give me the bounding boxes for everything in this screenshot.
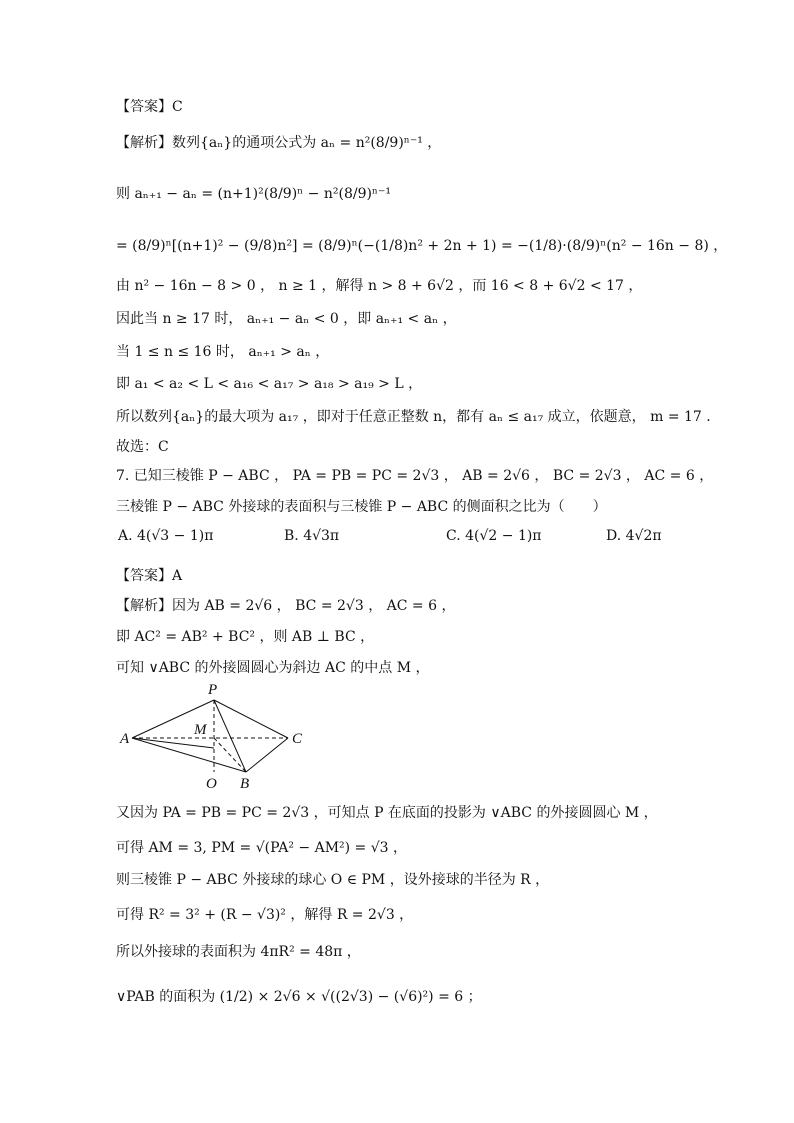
option-d: D. 4√2π bbox=[606, 528, 662, 544]
solution-step-1-text: 因为 AB = 2√6 ， BC = 2√3 ， AC = 6 ， bbox=[172, 598, 456, 614]
label-a: A bbox=[120, 731, 130, 747]
condition-decreasing: 因此当 n ≥ 17 时， aₙ₊₁ − aₙ < 0 ，即 aₙ₊₁ < aₙ ， bbox=[116, 311, 457, 327]
option-c: C. 4(√2 − 1)π bbox=[446, 528, 542, 544]
label-p: P bbox=[208, 682, 218, 698]
edge-pb bbox=[214, 700, 246, 772]
difference-step-2: = (8/9)ⁿ[(n+1)² − (9/8)n²] = (8/9)ⁿ(−(1/8)n² + 2n + 1) = −(1/8)·(8/9)ⁿ(n² − 16n − 8) ， bbox=[116, 238, 728, 254]
tetrahedron-figure bbox=[118, 680, 318, 792]
solution-step-1 bbox=[116, 596, 455, 616]
solution-step-5: 可得 AM = 3, PM = √(PA² − AM²) = √3 ， bbox=[116, 840, 408, 856]
question-7-ask: 三棱锥 P − ABC 外接球的表面积与三棱锥 P − ABC 的侧面积之比为（ ） bbox=[116, 499, 607, 515]
difference-step-1: 则 aₙ₊₁ − aₙ = (n+1)²(8/9)ⁿ − n²(8/9)ⁿ⁻¹ bbox=[116, 186, 391, 202]
solve-inequality: 由 n² − 16n − 8 > 0 ， n ≥ 1 ，解得 n > 8 + 6√2 ，而 16 < 8 + 6√2 < 17 ， bbox=[116, 278, 643, 294]
segment-ao bbox=[132, 738, 214, 748]
solution-step-9: ∨PAB 的面积为 (1/2) × 2√6 × √((2√3) − (√6)²) = 6 ； bbox=[116, 989, 482, 1005]
choice-conclusion-1: 故选：C bbox=[116, 439, 169, 455]
question-7-stem: 7. 已知三棱锥 P − ABC ， PA = PB = PC = 2√3 ， AB = 2√6 ， BC = 2√3 ， AC = 6 ， bbox=[116, 468, 714, 484]
label-b: B bbox=[240, 776, 250, 792]
analysis-label-2: 【解析】 bbox=[116, 598, 172, 614]
analysis-definition bbox=[116, 133, 441, 153]
solution-step-4: 又因为 PA = PB = PC = 2√3 ，可知点 P 在底面的投影为 ∨ABC 的外接圆圆心 M ， bbox=[116, 805, 658, 821]
option-a: A. 4(√3 − 1)π bbox=[118, 528, 214, 544]
edge-pc bbox=[214, 700, 288, 738]
label-m: M bbox=[194, 722, 207, 738]
edge-bc bbox=[246, 738, 288, 772]
option-b: B. 4√3π bbox=[284, 528, 340, 544]
analysis-label: 【解析】 bbox=[116, 135, 172, 151]
solution-step-8: 所以外接球的表面积为 4πR² = 48π ， bbox=[116, 944, 361, 960]
solution-step-3: 可知 ∨ABC 的外接圆圆心为斜边 AC 的中点 M ， bbox=[116, 660, 430, 676]
solution-step-6: 则三棱锥 P − ABC 外接球的球心 O ∈ PM ，设外接球的半径为 R ， bbox=[116, 872, 550, 888]
solution-step-2: 即 AC² = AB² + BC² ，则 AB ⊥ BC ， bbox=[116, 629, 375, 645]
edge-ab bbox=[132, 738, 246, 772]
label-o: O bbox=[206, 776, 217, 792]
condition-increasing: 当 1 ≤ n ≤ 16 时， aₙ₊₁ > aₙ ， bbox=[116, 344, 330, 360]
answer-label-1: 【答案】C bbox=[116, 99, 183, 115]
max-term-conclusion: 所以数列{aₙ}的最大项为 a₁₇ ，即对于任意正整数 n，都有 aₙ ≤ a₁₇ 成立，依题意， m = 17 . bbox=[116, 409, 711, 425]
label-c: C bbox=[292, 731, 303, 747]
sequence-chain: 即 a₁ < a₂ < L < a₁₆ < a₁₇ > a₁₈ > a₁₉ > L ， bbox=[116, 376, 423, 392]
definition-text: 数列{aₙ}的通项公式为 aₙ = n²(8/9)ⁿ⁻¹ ， bbox=[172, 135, 442, 151]
answer-label-2: 【答案】A bbox=[116, 568, 183, 584]
solution-step-7: 可得 R² = 3² + (R − √3)² ，解得 R = 2√3 ， bbox=[116, 907, 414, 923]
